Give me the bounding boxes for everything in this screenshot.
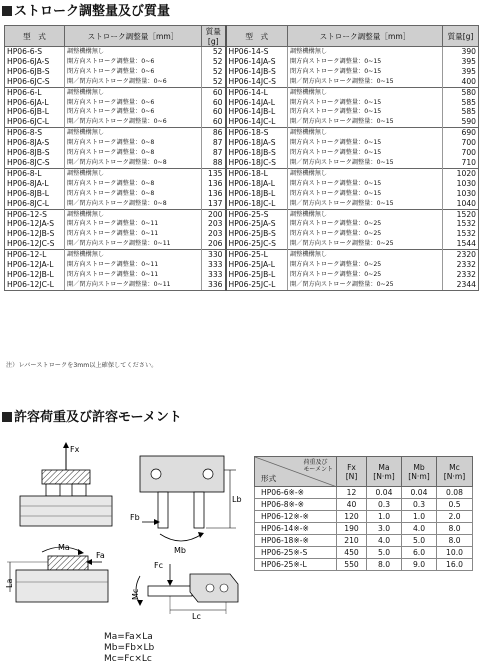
- stroke-table-row: [5, 209, 479, 219]
- mass-cell: 2344: [443, 280, 479, 290]
- load-value-cell: 0.04: [367, 487, 402, 499]
- model-cell: HP06-8JA-S: [5, 138, 65, 148]
- mass-cell: 590: [443, 117, 479, 127]
- mass-cell: 52: [202, 57, 226, 67]
- model-cell: HP06-18JA-L: [226, 179, 288, 189]
- mass-cell: 2332: [443, 270, 479, 280]
- stroke-table-row: [5, 148, 479, 158]
- model-cell: HP06-12JA-S: [5, 219, 65, 229]
- formula-mc: Mc=Fc×Lc: [104, 654, 152, 664]
- load-model-cell: HP06-8※-※: [255, 499, 337, 511]
- model-cell: HP06-18-L: [226, 168, 288, 178]
- mass-cell: 1030: [443, 189, 479, 199]
- load-table-row: [255, 511, 473, 523]
- fa-label: Fa: [96, 551, 105, 560]
- load-value-cell: 190: [337, 523, 367, 535]
- mass-cell: 60: [202, 98, 226, 108]
- stroke-table-header: [5, 26, 479, 47]
- stroke-cell: 閉方向ストローク調整量：0~8: [65, 148, 202, 158]
- mass-cell: 87: [202, 148, 226, 158]
- mass-cell: 60: [202, 107, 226, 117]
- load-value-cell: 120: [337, 511, 367, 523]
- mass-cell: 710: [443, 158, 479, 168]
- header-stroke-right: ストローク調整量［mm］: [288, 26, 443, 47]
- model-cell: HP06-25JC-L: [226, 280, 288, 290]
- stroke-cell: 開／閉方向ストローク調整量：0~15: [288, 199, 443, 209]
- header-mass-left: 質量[g]: [202, 26, 226, 47]
- finger-right: [72, 484, 86, 496]
- model-cell: HP06-18JC-L: [226, 199, 288, 209]
- model-cell: HP06-8JA-L: [5, 179, 65, 189]
- model-cell: HP06-25JC-S: [226, 239, 288, 249]
- mass-cell: 1040: [443, 199, 479, 209]
- stroke-cell: 開方向ストローク調整量：0~8: [65, 179, 202, 189]
- load-value-cell: 4.0: [402, 523, 437, 535]
- stroke-cell: 開／閉方向ストローク調整量：0~11: [65, 280, 202, 290]
- model-cell: HP06-6JB-L: [5, 107, 65, 117]
- stroke-table-row: [5, 107, 479, 117]
- model-cell: HP06-12JB-L: [5, 270, 65, 280]
- la-label: La: [5, 578, 14, 588]
- stroke-table-row: [5, 229, 479, 239]
- stroke-cell: 閉方向ストローク調整量：0~11: [65, 270, 202, 280]
- load-value-cell: 8.0: [437, 523, 473, 535]
- stroke-table-row: [5, 179, 479, 189]
- load-value-cell: 0.5: [437, 499, 473, 511]
- mass-cell: 690: [443, 128, 479, 138]
- load-value-cell: 8.0: [437, 535, 473, 547]
- mass-cell: 585: [443, 98, 479, 108]
- stroke-cell: 閉方向ストローク調整量：0~15: [288, 148, 443, 158]
- header-mass-right: 質量[g]: [443, 26, 479, 47]
- header-mc: Mc [N·m]: [437, 457, 473, 487]
- stroke-cell: 開／閉方向ストローク調整量：0~8: [65, 158, 202, 168]
- stroke-cell: 閉方向ストローク調整量：0~6: [65, 67, 202, 77]
- model-cell: HP06-18JB-S: [226, 148, 288, 158]
- load-value-cell: 450: [337, 547, 367, 559]
- model-cell: HP06-18JA-S: [226, 138, 288, 148]
- load-value-cell: 4.0: [367, 535, 402, 547]
- mass-cell: 203: [202, 219, 226, 229]
- stroke-cell: 調整機構無し: [288, 168, 443, 178]
- ma-moment-diagram: [6, 540, 118, 614]
- finger-left: [46, 484, 60, 496]
- model-cell: HP06-8JB-L: [5, 189, 65, 199]
- model-cell: HP06-18JC-S: [226, 158, 288, 168]
- mass-cell: 2320: [443, 250, 479, 260]
- header-model-right: 型 式: [226, 26, 288, 47]
- stroke-cell: 調整機構無し: [288, 128, 443, 138]
- load-value-cell: 550: [337, 559, 367, 571]
- ma-arrowhead-icon: [78, 549, 84, 555]
- mc-label: Mc: [131, 588, 140, 600]
- fx-arrowhead-icon: [63, 442, 69, 448]
- mb-moment-diagram: [128, 448, 248, 556]
- model-cell: HP06-25JB-L: [226, 270, 288, 280]
- model-cell: HP06-6JA-S: [5, 57, 65, 67]
- load-value-cell: 0.04: [402, 487, 437, 499]
- stroke-cell: 閉方向ストローク調整量：0~15: [288, 67, 443, 77]
- stroke-table-row: [5, 199, 479, 209]
- stroke-cell: 開／閉方向ストローク調整量：0~8: [65, 199, 202, 209]
- mass-cell: 336: [202, 280, 226, 290]
- load-value-cell: 0.3: [367, 499, 402, 511]
- fitting-icon: [220, 584, 228, 592]
- corner-bottom-label: 形式: [261, 474, 277, 483]
- model-cell: HP06-14JC-S: [226, 77, 288, 87]
- stroke-cell: 開方向ストローク調整量：0~15: [288, 98, 443, 108]
- model-cell: HP06-8-L: [5, 168, 65, 178]
- load-table-row: [255, 499, 473, 511]
- stroke-table-row: [5, 250, 479, 260]
- mass-cell: 1544: [443, 239, 479, 249]
- mass-cell: 52: [202, 47, 226, 57]
- model-cell: HP06-25-L: [226, 250, 288, 260]
- model-cell: HP06-12JA-L: [5, 260, 65, 270]
- mass-cell: 206: [202, 239, 226, 249]
- mass-cell: 137: [202, 199, 226, 209]
- model-cell: HP06-8-S: [5, 128, 65, 138]
- stroke-table-row: [5, 158, 479, 168]
- mc-moment-diagram: [130, 556, 248, 620]
- stroke-table-row: [5, 67, 479, 77]
- load-value-cell: 6.0: [402, 547, 437, 559]
- stroke-cell: 開方向ストローク調整量：0~15: [288, 57, 443, 67]
- model-cell: HP06-14JA-L: [226, 98, 288, 108]
- load-value-cell: 2.0: [437, 511, 473, 523]
- fx-label: Fx: [70, 445, 80, 454]
- finger-right-side: [194, 492, 204, 528]
- stroke-cell: 開／閉方向ストローク調整量：0~15: [288, 158, 443, 168]
- mass-cell: 390: [443, 47, 479, 57]
- mass-cell: 585: [443, 107, 479, 117]
- load-value-cell: 1.0: [402, 511, 437, 523]
- stroke-cell: 開方向ストローク調整量：0~6: [65, 57, 202, 67]
- model-cell: HP06-14-L: [226, 87, 288, 97]
- finger-arm: [148, 586, 192, 596]
- load-model-cell: HP06-6※-※: [255, 487, 337, 499]
- mass-cell: 395: [443, 67, 479, 77]
- load-value-cell: 5.0: [367, 547, 402, 559]
- lb-label: Lb: [232, 495, 242, 504]
- model-cell: HP06-12-L: [5, 250, 65, 260]
- model-cell: HP06-14-S: [226, 47, 288, 57]
- fitting-icon: [203, 469, 213, 479]
- load-value-cell: 1.0: [367, 511, 402, 523]
- mass-cell: 136: [202, 189, 226, 199]
- stroke-table-row: [5, 98, 479, 108]
- stroke-cell: 閉方向ストローク調整量：0~8: [65, 189, 202, 199]
- load-value-cell: 10.0: [437, 547, 473, 559]
- stroke-cell: 開方向ストローク調整量：0~25: [288, 260, 443, 270]
- load-value-cell: 0.3: [402, 499, 437, 511]
- model-cell: HP06-14JC-L: [226, 117, 288, 127]
- stroke-cell: 調整機構無し: [65, 209, 202, 219]
- load-model-cell: HP06-14※-※: [255, 523, 337, 535]
- mass-cell: 330: [202, 250, 226, 260]
- stroke-table-row: [5, 270, 479, 280]
- stroke-table-row: [5, 219, 479, 229]
- model-cell: HP06-6JA-L: [5, 98, 65, 108]
- stroke-cell: 開／閉方向ストローク調整量：0~11: [65, 239, 202, 249]
- fitting-icon: [206, 584, 214, 592]
- stroke-cell: 開方向ストローク調整量：0~25: [288, 219, 443, 229]
- load-value-cell: 12: [337, 487, 367, 499]
- fc-label: Fc: [154, 561, 163, 570]
- stroke-cell: 調整機構無し: [288, 209, 443, 219]
- mass-cell: 52: [202, 77, 226, 87]
- stroke-table-row: [5, 128, 479, 138]
- load-model-cell: HP06-25※-L: [255, 559, 337, 571]
- stroke-table-row: [5, 117, 479, 127]
- mass-cell: 203: [202, 229, 226, 239]
- stroke-cell: 開方向ストローク調整量：0~8: [65, 138, 202, 148]
- load-table-corner: [255, 457, 337, 487]
- model-cell: HP06-14JA-S: [226, 57, 288, 67]
- header-mb: Mb [N·m]: [402, 457, 437, 487]
- header-stroke-left: ストローク調整量［mm］: [65, 26, 202, 47]
- stroke-table-row: [5, 138, 479, 148]
- load-value-cell: 210: [337, 535, 367, 547]
- stroke-table-row: [5, 87, 479, 97]
- stroke-cell: 開方向ストローク調整量：0~11: [65, 260, 202, 270]
- formula-mb: Mb=Fb×Lb: [104, 643, 155, 653]
- mb-arrowhead-icon: [198, 532, 204, 538]
- allowable-load-table: [254, 456, 473, 571]
- stroke-table-row: [5, 168, 479, 178]
- stroke-cell: 閉方向ストローク調整量：0~15: [288, 107, 443, 117]
- finger-left-side: [158, 492, 168, 528]
- stroke-cell: 開方向ストローク調整量：0~11: [65, 219, 202, 229]
- stroke-cell: 閉方向ストローク調整量：0~15: [288, 189, 443, 199]
- stroke-cell: 開／閉方向ストローク調整量：0~6: [65, 117, 202, 127]
- mass-cell: 700: [443, 148, 479, 158]
- model-cell: HP06-12-S: [5, 209, 65, 219]
- model-cell: HP06-6JC-S: [5, 77, 65, 87]
- model-cell: HP06-6-L: [5, 87, 65, 97]
- stroke-cell: 閉方向ストローク調整量：0~25: [288, 229, 443, 239]
- model-cell: HP06-18JB-L: [226, 189, 288, 199]
- mass-cell: 200: [202, 209, 226, 219]
- model-cell: HP06-12JB-S: [5, 229, 65, 239]
- mass-cell: 60: [202, 117, 226, 127]
- stroke-table-row: [5, 57, 479, 67]
- stroke-cell: 閉方向ストローク調整量：0~11: [65, 229, 202, 239]
- footnote: 注）レバーストロークを3mm以上確保してください。: [6, 362, 158, 369]
- fitting-icon: [151, 469, 161, 479]
- mass-cell: 1020: [443, 168, 479, 178]
- load-value-cell: 8.0: [367, 559, 402, 571]
- load-table-row: [255, 547, 473, 559]
- stroke-cell: 開／閉方向ストローク調整量：0~15: [288, 77, 443, 87]
- mass-cell: 580: [443, 87, 479, 97]
- stroke-table-row: [5, 189, 479, 199]
- stroke-cell: 調整機構無し: [65, 128, 202, 138]
- stroke-cell: 開／閉方向ストローク調整量：0~25: [288, 239, 443, 249]
- formula-ma: Ma=Fa×La: [104, 632, 153, 642]
- load-table-row: [255, 523, 473, 535]
- load-value-cell: 5.0: [402, 535, 437, 547]
- stroke-cell: 調整機構無し: [65, 250, 202, 260]
- model-cell: HP06-8JB-S: [5, 148, 65, 158]
- fb-label: Fb: [130, 513, 140, 522]
- mb-label: Mb: [174, 546, 186, 555]
- stroke-cell: 調整機構無し: [65, 47, 202, 57]
- load-value-cell: 9.0: [402, 559, 437, 571]
- mass-cell: 1030: [443, 179, 479, 189]
- corner-top-label: 荷重及び モーメント: [303, 459, 333, 473]
- mass-cell: 1532: [443, 219, 479, 229]
- stroke-table-row: [5, 260, 479, 270]
- model-cell: HP06-25JA-L: [226, 260, 288, 270]
- load-model-cell: HP06-18※-※: [255, 535, 337, 547]
- mass-cell: 400: [443, 77, 479, 87]
- square-bullet-icon: [2, 6, 12, 16]
- model-cell: HP06-25JA-S: [226, 219, 288, 229]
- gripper-body-front: [16, 570, 108, 602]
- stroke-table-row: [5, 77, 479, 87]
- load-table-header: [255, 457, 473, 487]
- mass-cell: 395: [443, 57, 479, 67]
- mass-cell: 87: [202, 138, 226, 148]
- stroke-cell: 閉方向ストローク調整量：0~25: [288, 270, 443, 280]
- header-ma: Ma [N·m]: [367, 457, 402, 487]
- stroke-cell: 開方向ストローク調整量：0~15: [288, 179, 443, 189]
- mass-cell: 86: [202, 128, 226, 138]
- stroke-cell: 開方向ストローク調整量：0~15: [288, 138, 443, 148]
- header-fx: Fx [N]: [337, 457, 367, 487]
- model-cell: HP06-18-S: [226, 128, 288, 138]
- load-table-row: [255, 559, 473, 571]
- ma-label: Ma: [58, 543, 70, 552]
- fc-arrowhead-icon: [167, 580, 173, 586]
- model-cell: HP06-6-S: [5, 47, 65, 57]
- stroke-cell: 閉方向ストローク調整量：0~6: [65, 107, 202, 117]
- workpiece-hatched: [42, 470, 90, 484]
- fx-load-diagram: [8, 440, 120, 540]
- mass-cell: 136: [202, 179, 226, 189]
- model-cell: HP06-25-S: [226, 209, 288, 219]
- stroke-cell: 調整機構無し: [65, 168, 202, 178]
- load-value-cell: 16.0: [437, 559, 473, 571]
- mass-cell: 52: [202, 67, 226, 77]
- load-value-cell: 0.08: [437, 487, 473, 499]
- mass-cell: 88: [202, 158, 226, 168]
- model-cell: HP06-12JC-S: [5, 239, 65, 249]
- load-model-cell: HP06-12※-※: [255, 511, 337, 523]
- gripper-body: [20, 496, 112, 526]
- stroke-cell: 調整機構無し: [288, 87, 443, 97]
- model-cell: HP06-25JB-S: [226, 229, 288, 239]
- mb-arc: [160, 534, 202, 541]
- mass-cell: 333: [202, 260, 226, 270]
- workpiece-hatched: [48, 556, 88, 570]
- model-cell: HP06-12JC-L: [5, 280, 65, 290]
- model-cell: HP06-8JC-S: [5, 158, 65, 168]
- load-model-cell: HP06-25※-S: [255, 547, 337, 559]
- mass-cell: 60: [202, 87, 226, 97]
- load-value-cell: 3.0: [367, 523, 402, 535]
- square-bullet-icon: [2, 412, 12, 422]
- model-cell: HP06-14JB-S: [226, 67, 288, 77]
- mass-cell: 333: [202, 270, 226, 280]
- stroke-cell: 開／閉方向ストローク調整量：0~15: [288, 117, 443, 127]
- section-title-load: 許容荷重及び許容モーメント: [2, 410, 182, 426]
- stroke-cell: 調整機構無し: [288, 250, 443, 260]
- mass-cell: 1520: [443, 209, 479, 219]
- model-cell: HP06-6JC-L: [5, 117, 65, 127]
- mass-cell: 135: [202, 168, 226, 178]
- stroke-table-row: [5, 239, 479, 249]
- lc-label: Lc: [192, 612, 201, 621]
- section-title-stroke: ストローク調整量及び質量: [2, 4, 170, 20]
- model-cell: HP06-6JB-S: [5, 67, 65, 77]
- stroke-cell: 開方向ストローク調整量：0~6: [65, 98, 202, 108]
- load-table-row: [255, 535, 473, 547]
- stroke-cell: 開／閉方向ストローク調整量：0~25: [288, 280, 443, 290]
- stroke-table-row: [5, 47, 479, 57]
- stroke-cell: 調整機構無し: [288, 47, 443, 57]
- mass-cell: 2332: [443, 260, 479, 270]
- stroke-cell: 調整機構無し: [65, 87, 202, 97]
- mass-cell: 1532: [443, 229, 479, 239]
- model-cell: HP06-8JC-L: [5, 199, 65, 209]
- header-model-left: 型 式: [5, 26, 65, 47]
- stroke-table-row: [5, 280, 479, 290]
- stroke-cell: 開／閉方向ストローク調整量：0~6: [65, 77, 202, 87]
- load-value-cell: 40: [337, 499, 367, 511]
- model-cell: HP06-14JB-L: [226, 107, 288, 117]
- mass-cell: 700: [443, 138, 479, 148]
- load-table-row: [255, 487, 473, 499]
- stroke-mass-table: [4, 25, 479, 291]
